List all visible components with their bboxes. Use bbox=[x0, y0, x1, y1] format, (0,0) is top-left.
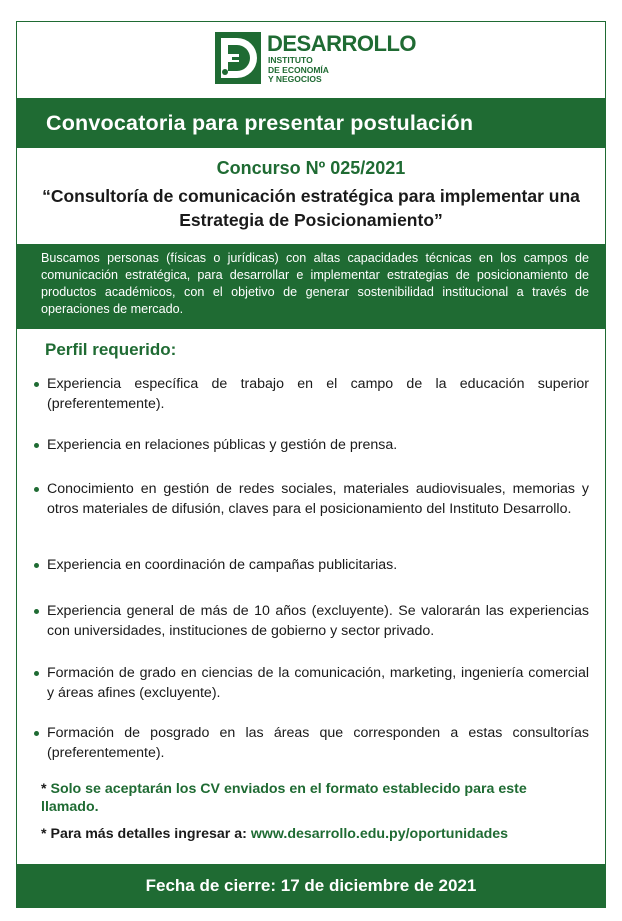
bullet-icon bbox=[34, 731, 39, 736]
brand-subtitle: INSTITUTO DE ECONOMÍA Y NEGOCIOS bbox=[268, 55, 329, 84]
details-label: Para más detalles ingresar a: bbox=[50, 826, 247, 842]
list-item-text: Experiencia en relaciones públicas y gestión de prensa. bbox=[47, 437, 398, 453]
details-note bbox=[41, 825, 508, 843]
list-item-text: Experiencia en coordinación de campañas publicitarias. bbox=[47, 557, 398, 573]
cv-format-note-text: Solo se aceptarán los CV enviados en el formato establecido para este llamado. bbox=[41, 781, 527, 815]
announcement-card bbox=[16, 21, 606, 908]
profile-heading: Perfil requerido: bbox=[45, 340, 177, 359]
bullet-icon bbox=[34, 443, 39, 448]
brand-name: DESARROLLO bbox=[267, 31, 416, 56]
list-item-text: Conocimiento en gestión de redes sociales, materiales audiovisuales, memorias y otros materiales de difusión, claves para el posicionamiento del Instituto Desarrollo. bbox=[47, 481, 589, 517]
asterisk: * bbox=[41, 826, 47, 842]
list-item-text: Formación de grado en ciencias de la comunicación, marketing, ingeniería comercial y áreas afines (excluyente). bbox=[47, 665, 589, 701]
list-item-text: Experiencia específica de trabajo en el campo de la educación superior (preferentemente). bbox=[47, 376, 589, 412]
closing-date: Fecha de cierre: 17 de diciembre de 2021 bbox=[17, 864, 605, 908]
bullet-icon bbox=[34, 563, 39, 568]
list-item bbox=[33, 435, 589, 455]
list-item bbox=[33, 601, 589, 641]
requirements-list bbox=[17, 22, 605, 907]
bullet-icon bbox=[34, 382, 39, 387]
asterisk: * bbox=[41, 781, 47, 797]
bullet-icon bbox=[34, 487, 39, 492]
page-title: Convocatoria para presentar postulación bbox=[17, 98, 605, 148]
bullet-icon bbox=[34, 609, 39, 614]
contest-number: Concurso Nº 025/2021 bbox=[216, 158, 406, 178]
list-item bbox=[33, 374, 589, 414]
intro-text: Buscamos personas (físicas o jurídicas) con altas capacidades técnicas en los campos de comunicación estratégica, para desarrollar e implementar estrategias de posicionamiento de productos académicos, con el objetivo de generar sostenibilidad institucional a través de operaciones de mercado. bbox=[17, 244, 605, 329]
list-item bbox=[33, 555, 589, 575]
list-item bbox=[33, 663, 589, 703]
list-item bbox=[33, 479, 589, 519]
cv-format-note bbox=[41, 780, 581, 816]
bullet-icon bbox=[34, 671, 39, 676]
details-link[interactable]: www.desarrollo.edu.py/oportunidades bbox=[250, 826, 509, 842]
list-item bbox=[33, 723, 589, 763]
list-item-text: Formación de posgrado en las áreas que corresponden a estas consultorías (preferentemente). bbox=[47, 725, 589, 761]
list-item-text: Experiencia general de más de 10 años (excluyente). Se valorarán las experiencias con universidades, instituciones de gobierno y sector privado. bbox=[47, 603, 589, 639]
contest-title: “Consultoría de comunicación estratégica para implementar una Estrategia de Posicionamiento” bbox=[42, 186, 580, 230]
